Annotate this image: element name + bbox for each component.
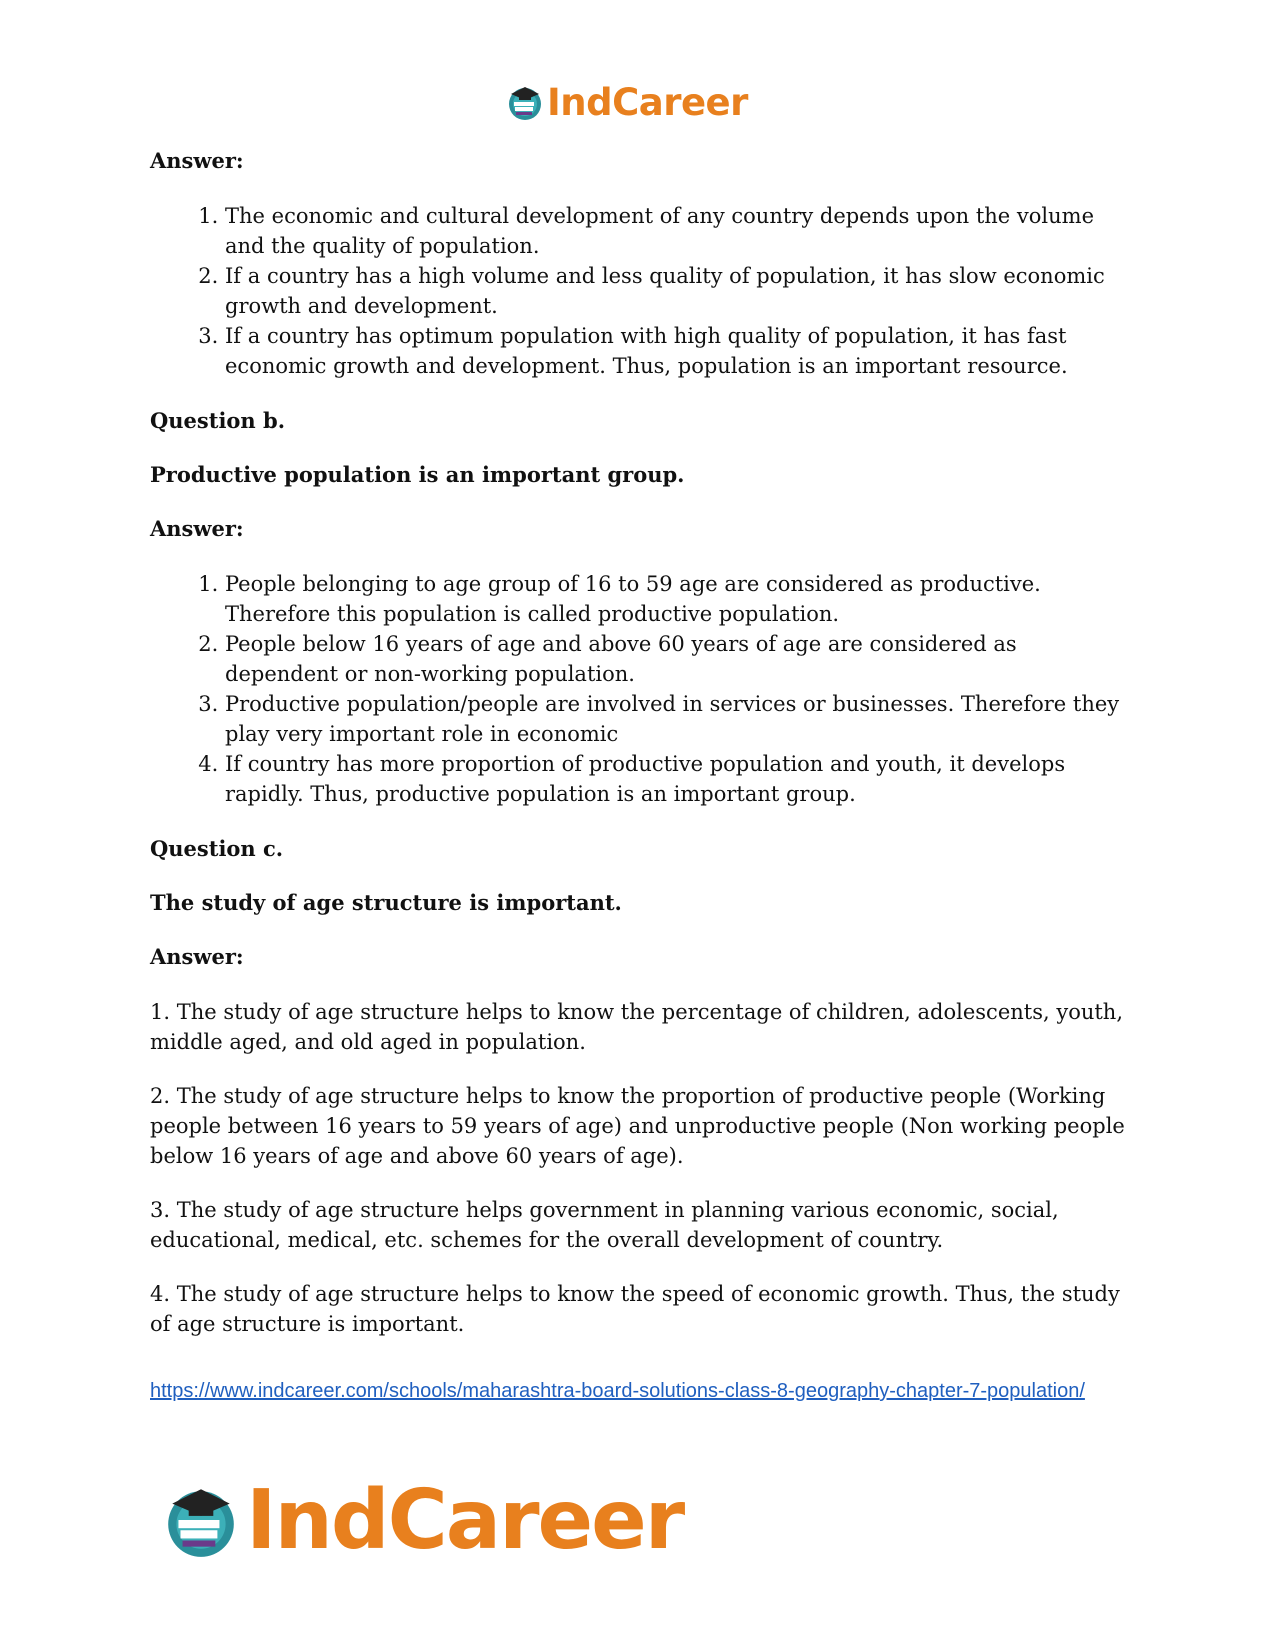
graduation-cap-icon — [505, 82, 545, 122]
answer-heading: Answer: — [150, 944, 244, 969]
answer-list — [150, 201, 1135, 381]
header-logo — [505, 78, 748, 126]
question-label: Question b. — [150, 408, 286, 433]
list-item: 2. People below 16 years of age and above 60 years of age are considered as dependent or non-working population. — [225, 629, 1135, 689]
list-item: 4. If country has more proportion of productive population and youth, it develops rapidly. Thus, productive population is an important group. — [225, 749, 1135, 809]
question-text: Productive population is an important group. — [150, 462, 685, 487]
question-label: Question c. — [150, 836, 284, 861]
answer-paragraph: 2. The study of age structure helps to know the proportion of productive people (Working people between 16 years to 59 years of age) and unproductive people (Non working people below 16 years of age and above 60 years of age). — [150, 1084, 1125, 1168]
question-text: The study of age structure is important. — [150, 890, 622, 915]
answer-paragraph: 4. The study of age structure helps to know the speed of economic growth. Thus, the study of age structure is important. — [150, 1282, 1120, 1336]
list-item: 1. People belonging to age group of 16 to 59 age are considered as productive. Therefore this population is called productive population. — [225, 569, 1135, 629]
graduation-cap-icon — [160, 1479, 242, 1561]
brand-name: IndCareer — [246, 1472, 684, 1568]
answer-paragraph: 3. The study of age structure helps government in planning various economic, social, educational, medical, etc. schemes for the overall development of country. — [150, 1198, 1059, 1252]
document-content — [150, 146, 1135, 1409]
list-item: 1. The economic and cultural development of any country depends upon the volume and the quality of population. — [225, 201, 1135, 261]
answer-heading: Answer: — [150, 148, 244, 173]
source-link[interactable]: https://www.indcareer.com/schools/maharashtra-board-solutions-class-8-geography-chapter-7-population/ — [150, 1380, 1085, 1402]
answer-paragraph: 1. The study of age structure helps to know the percentage of children, adolescents, youth, middle aged, and old aged in population. — [150, 1000, 1124, 1054]
answer-list — [150, 569, 1135, 809]
list-item: 3. Productive population/people are involved in services or businesses. Therefore they play very important role in economic — [225, 689, 1135, 749]
footer-logo — [160, 1472, 684, 1568]
list-item: 3. If a country has optimum population with high quality of population, it has fast economic growth and development. Thus, population is an important resource. — [225, 321, 1135, 381]
list-item: 2. If a country has a high volume and less quality of population, it has slow economic growth and development. — [225, 261, 1135, 321]
answer-heading: Answer: — [150, 516, 244, 541]
brand-name: IndCareer — [547, 80, 748, 124]
